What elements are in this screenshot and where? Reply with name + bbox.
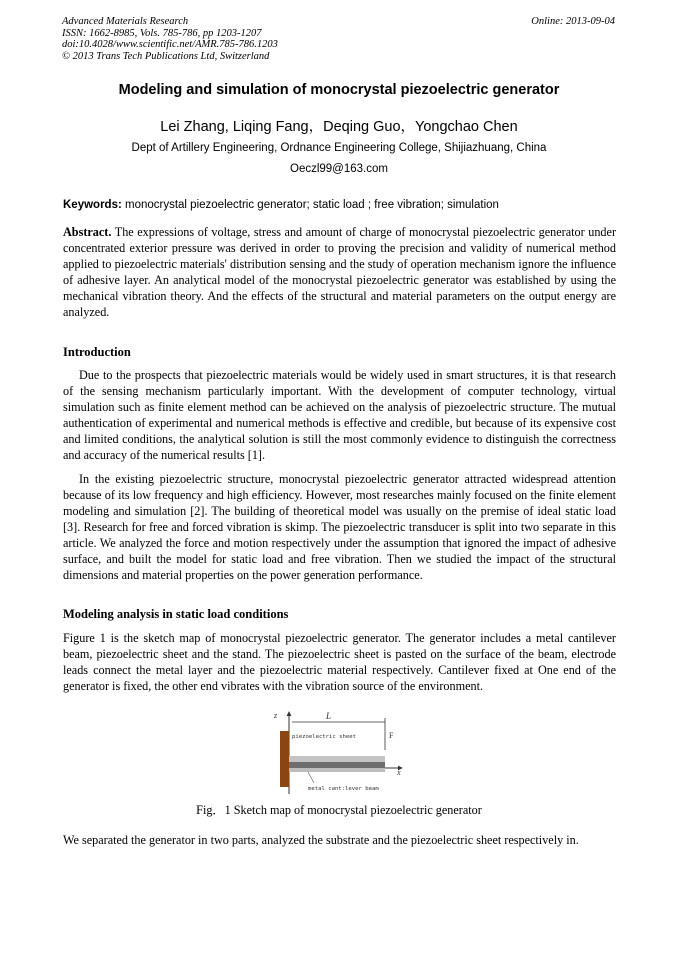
intro-paragraph-1: Due to the prospects that piezoelectric materials would be widely used in smart structures, it is that research of the sensing mechanism particularly important. With the development of computer technology, virtual simulation such as finite element method can be achieved on the analysis of piezoelectric structure. The mutual authentication of experimental and numerical methods is effective and credible, but because of its expensive cost and limited conditions, the analytical solution is still the most commonly evidence to distinguish the correctness and accuracy of the numerical results [1].: [63, 368, 616, 462]
affiliation: Dept of Artillery Engineering, Ordnance Engineering College, Shijiazhuang, China: [131, 142, 547, 154]
metal-beam: [289, 762, 385, 768]
x-axis-label: x: [397, 768, 401, 777]
intro-paragraph-2: In the existing piezoelectric structure, monocrystal piezoelectric generator attracted widespread attention because of its low frequency and high efficiency. However, most researches mainly focused on the finite element modeling and simulation [2]. The building of theoretical model was usually on the premise of ideal static load [3]. Research for free and forced vibration is skimp. The piezoelectric transducer is split into two separate in this article. We analyzed the force and motion respectively under the assumption that ignored the impact of adhesive surface, and built the model for static load and free vibration. Then we studied the impact of the structural dimensions and material properties on the power generation performance.: [63, 472, 616, 582]
online-date: Online: 2013-09-04: [531, 16, 615, 27]
paper-title: Modeling and simulation of monocrystal piezoelectric generator: [118, 82, 560, 98]
final-paragraph: We separated the generator in two parts, analyzed the substrate and the piezoelectric sheet respectively in.: [63, 833, 579, 847]
copyright-line: © 2013 Trans Tech Publications Ltd, Switzerland: [62, 50, 270, 62]
beam-pointer: [308, 772, 314, 783]
abstract-label: Abstract.: [63, 225, 112, 239]
z-axis-label: z: [274, 711, 278, 720]
issn-line: ISSN: 1662-8985, Vols. 785-786, pp 1203-1207: [62, 27, 262, 39]
length-label: L: [326, 711, 332, 721]
stand-block: [280, 731, 289, 787]
beam-label: metal cant:lever beam: [308, 786, 379, 792]
author-email: Oeczl99@163.com: [290, 163, 388, 175]
journal-header: [62, 16, 278, 62]
abstract-paragraph: [63, 224, 616, 320]
keywords-line: [63, 199, 616, 211]
piezoelectric-sheet: [289, 756, 385, 762]
keywords-label: Keywords:: [63, 199, 122, 211]
doi-line: doi:10.4028/www.scientific.net/AMR.785-786.1203: [62, 39, 278, 51]
generator-sketch-figure: [268, 706, 410, 798]
abstract-text: The expressions of voltage, stress and amount of charge of monocrystal piezoelectric generator under concentrated exterior pressure was derived in order to proving the precision and validity of numerical method applied to piezoelectric materials' distribution sensing and the study of operation mechanism ignore the influence of adhesive layer. An analytical model of the monocrystal piezoelectric generator was established by using the mechanical vibration theory. And the effects of the structural and material parameters on the output energy are analyzed.: [63, 225, 616, 319]
keywords-text: monocrystal piezoelectric generator; static load ; free vibration; simulation: [125, 199, 499, 211]
journal-name: Advanced Materials Research: [62, 16, 189, 27]
force-label: F: [389, 731, 394, 740]
modeling-paragraph: Figure 1 is the sketch map of monocrystal piezoelectric generator. The generator includes a metal cantilever beam, piezoelectric sheet and the stand. The piezoelectric sheet is pasted on the surface of the beam, electrode leads connect the metal layer and the piezoelectric material respectively. Cantilever fixed at One end of the generator is fixed, the other end vibrates with the vibration source of the environment.: [63, 631, 616, 693]
author-list: Lei Zhang, Liqing Fang，Deqing Guo，Yongchao Chen: [160, 119, 518, 135]
sheet-label: piezoelectric sheet: [292, 734, 356, 740]
beam-shadow: [289, 768, 385, 772]
introduction-heading: Introduction: [63, 345, 131, 359]
figure-caption: Fig．1 Sketch map of monocrystal piezoelectric generator: [196, 803, 482, 817]
modeling-heading: Modeling analysis in static load conditions: [63, 607, 289, 621]
